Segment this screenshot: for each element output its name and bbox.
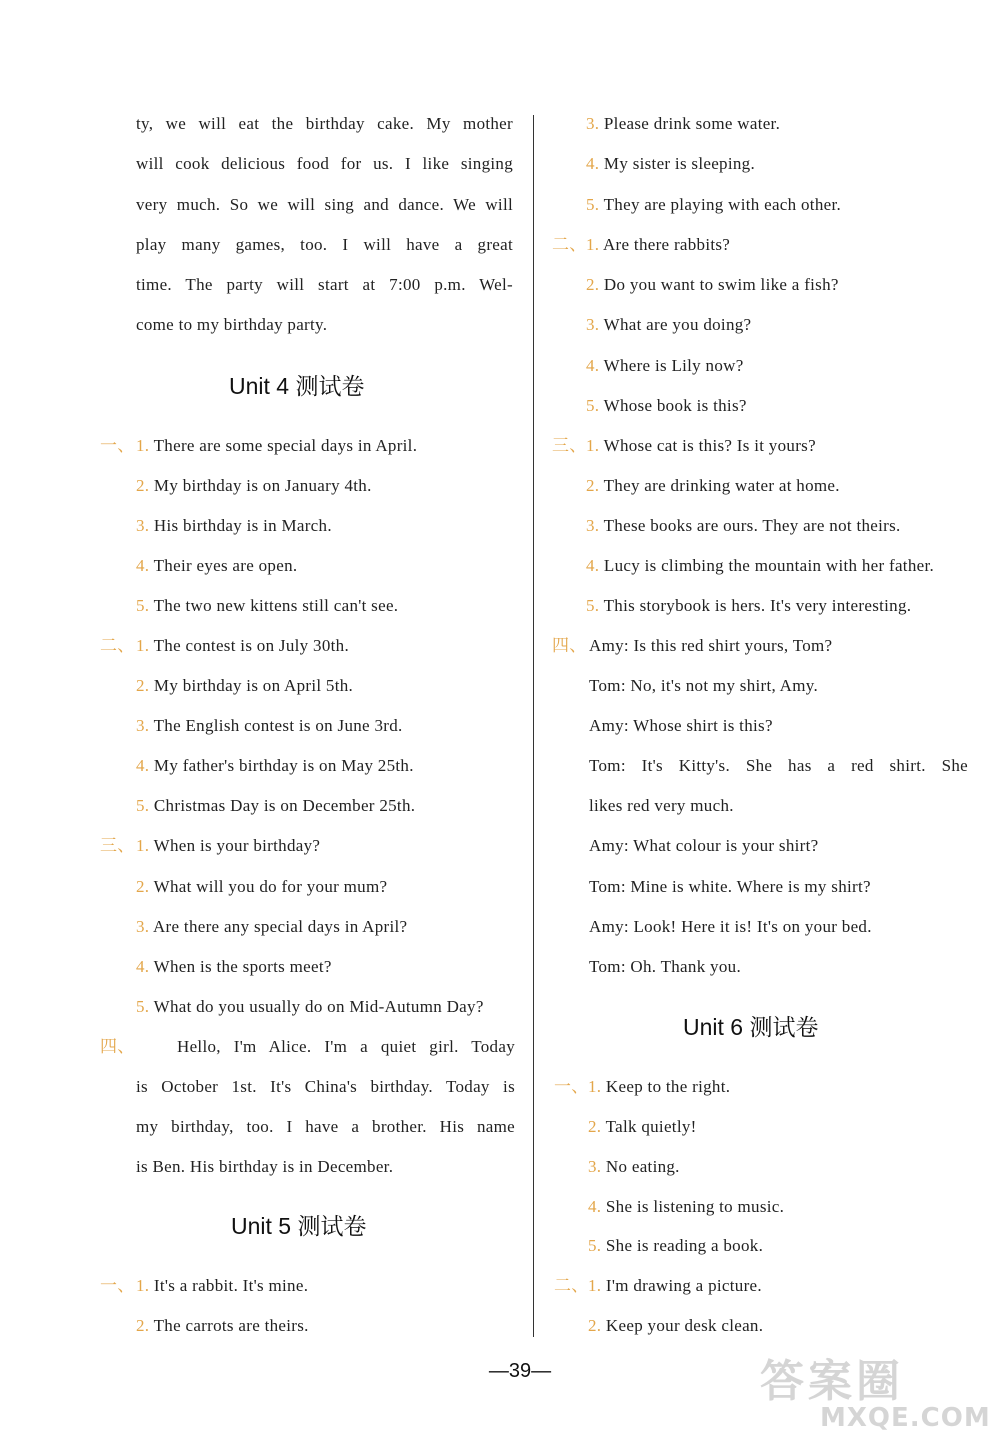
item-text: She is reading a book. (605, 1236, 764, 1255)
section-marker: 二、 (554, 1276, 589, 1295)
item-text: It's a rabbit. It's mine. (153, 1276, 309, 1295)
answer-item (136, 1315, 309, 1337)
item-number: 1. (136, 836, 150, 855)
paragraph-line: will cook delicious food for us. I like singing (136, 154, 513, 173)
answer-item (136, 555, 297, 577)
answer-item (586, 435, 816, 457)
item-text: Whose book is this? (603, 396, 747, 415)
item-number: 3. (136, 716, 150, 735)
answer-item (586, 194, 841, 216)
item-number: 5. (136, 997, 150, 1016)
answer-item (586, 475, 840, 497)
item-text: When is your birthday? (153, 836, 321, 855)
item-text: My birthday is on January 4th. (153, 476, 372, 495)
item-number: 4. (136, 556, 150, 575)
item-number: 1. (136, 636, 150, 655)
answer-item (136, 916, 407, 938)
section-marker: 四、 (100, 1037, 135, 1056)
item-number: 2. (586, 476, 600, 495)
item-number: 5. (586, 195, 600, 214)
item-number: 1. (586, 235, 600, 254)
answer-item (588, 1116, 697, 1138)
item-text: The two new kittens still can't see. (153, 596, 399, 615)
answer-item (588, 1235, 763, 1257)
item-text: What will you do for your mum? (153, 877, 388, 896)
answer-item (588, 1156, 680, 1178)
answer-item (586, 153, 755, 175)
answer-item (586, 555, 934, 577)
answer-item (136, 595, 398, 617)
item-text: Keep your desk clean. (605, 1316, 764, 1335)
dialogue-line: Tom: Oh. Thank you. (589, 957, 741, 976)
item-text: She is listening to music. (605, 1197, 785, 1216)
item-text: Christmas Day is on December 25th. (153, 796, 416, 815)
answer-item (136, 835, 320, 857)
item-number: 3. (586, 315, 600, 334)
item-number: 4. (136, 756, 150, 775)
item-number: 3. (136, 917, 150, 936)
item-text: What do you usually do on Mid-Autumn Day? (153, 997, 484, 1016)
item-number: 1. (588, 1077, 602, 1096)
answer-item (136, 956, 332, 978)
item-number: 1. (588, 1276, 602, 1295)
watermark-top: 答案圈 (760, 1356, 904, 1407)
answer-item (136, 475, 372, 497)
paragraph-line: ty, we will eat the birthday cake. My mother (136, 114, 513, 133)
item-number: 2. (586, 275, 600, 294)
answer-item (136, 675, 353, 697)
item-text: The contest is on July 30th. (153, 636, 349, 655)
paragraph-line: come to my birthday party. (136, 315, 328, 334)
answer-item (136, 715, 403, 737)
section-marker: 二、 (552, 235, 587, 254)
item-text: His birthday is in March. (153, 516, 332, 535)
item-text: Are there rabbits? (602, 235, 731, 254)
item-number: 5. (588, 1236, 602, 1255)
paragraph-line: my birthday, too. I have a brother. His name (136, 1117, 515, 1136)
item-text: When is the sports meet? (153, 957, 332, 976)
item-number: 4. (136, 957, 150, 976)
item-number: 2. (136, 877, 150, 896)
answer-item (136, 1275, 308, 1297)
item-number: 5. (586, 596, 600, 615)
item-number: 3. (586, 114, 600, 133)
item-number: 4. (586, 356, 600, 375)
dialogue-line: Amy: Look! Here it is! It's on your bed. (589, 917, 872, 936)
item-text: Keep to the right. (605, 1077, 731, 1096)
item-text: These books are ours. They are not theirs. (603, 516, 901, 535)
item-number: 4. (588, 1197, 602, 1216)
item-text: My sister is sleeping. (603, 154, 756, 173)
item-number: 5. (136, 796, 150, 815)
answer-item (136, 435, 417, 457)
item-text: Do you want to swim like a fish? (603, 275, 839, 294)
unit-5-heading: Unit 5 测试卷 (231, 1213, 367, 1239)
dialogue-line: Tom: No, it's not my shirt, Amy. (589, 676, 819, 695)
item-number: 4. (586, 556, 600, 575)
item-text: Are there any special days in April? (152, 917, 408, 936)
answer-item (136, 755, 414, 777)
item-text: The carrots are theirs. (153, 1316, 309, 1335)
item-text: No eating. (605, 1157, 680, 1176)
section-marker: 三、 (552, 436, 587, 455)
answer-item (136, 635, 349, 657)
item-text: Please drink some water. (603, 114, 781, 133)
unit-4-heading: Unit 4 测试卷 (229, 373, 365, 399)
answer-item (586, 515, 901, 537)
item-text: Lucy is climbing the mountain with her father. (603, 556, 935, 575)
item-number: 3. (588, 1157, 602, 1176)
paragraph-line: is October 1st. It's China's birthday. Today is (136, 1077, 515, 1096)
dialogue-line: Amy: Whose shirt is this? (589, 716, 773, 735)
answer-item (588, 1076, 730, 1098)
item-text: What are you doing? (603, 315, 752, 334)
item-number: 3. (136, 516, 150, 535)
answer-item (586, 234, 730, 256)
item-number: 2. (588, 1316, 602, 1335)
item-text: Where is Lily now? (603, 356, 744, 375)
watermark-logo (760, 1345, 995, 1435)
section-marker: 三、 (100, 836, 135, 855)
answer-item (136, 996, 484, 1018)
paragraph-line: very much. So we will sing and dance. We will (136, 195, 513, 214)
paragraph-line: play many games, too. I will have a great (136, 235, 513, 254)
dialogue-line: Tom: It's Kitty's. She has a red shirt. She (589, 756, 968, 775)
item-text: There are some special days in April. (153, 436, 418, 455)
section-marker: 二、 (100, 636, 135, 655)
item-number: 2. (136, 476, 150, 495)
answer-item (588, 1315, 763, 1337)
answer-item (588, 1196, 784, 1218)
item-text: Their eyes are open. (153, 556, 298, 575)
answer-item (136, 795, 415, 817)
watermark-bottom: MXQE.COM (820, 1403, 991, 1433)
item-text: They are drinking water at home. (603, 476, 840, 495)
answer-item (586, 113, 780, 135)
item-text: My father's birthday is on May 25th. (153, 756, 414, 775)
dialogue-line: Amy: What colour is your shirt? (589, 836, 819, 855)
answer-item (586, 395, 747, 417)
paragraph-line: Hello, I'm Alice. I'm a quiet girl. Today (177, 1037, 515, 1056)
answer-item (586, 274, 839, 296)
paragraph-line: time. The party will start at 7:00 p.m. Wel- (136, 275, 513, 294)
answer-item (136, 876, 387, 898)
dialogue-line: Amy: Is this red shirt yours, Tom? (589, 636, 833, 655)
item-number: 1. (136, 436, 150, 455)
item-number: 3. (586, 516, 600, 535)
item-text: I'm drawing a picture. (605, 1276, 762, 1295)
item-text: Whose cat is this? Is it yours? (603, 436, 816, 455)
item-text: This storybook is hers. It's very interesting. (603, 596, 912, 615)
section-marker: 一、 (554, 1077, 589, 1096)
dialogue-line: likes red very much. (589, 796, 734, 815)
answer-item (136, 515, 332, 537)
item-number: 2. (588, 1117, 602, 1136)
unit-6-heading: Unit 6 测试卷 (683, 1014, 819, 1040)
item-text: They are playing with each other. (603, 195, 842, 214)
item-number: 5. (136, 596, 150, 615)
item-text: My birthday is on April 5th. (153, 676, 354, 695)
answer-item (586, 355, 744, 377)
item-number: 1. (586, 436, 600, 455)
answer-item (588, 1275, 762, 1297)
answer-item (586, 314, 751, 336)
item-number: 4. (586, 154, 600, 173)
answer-item (586, 595, 911, 617)
page-number: —39— (488, 1360, 552, 1382)
item-text: Talk quietly! (605, 1117, 697, 1136)
item-number: 2. (136, 1316, 150, 1335)
section-marker: 一、 (100, 436, 135, 455)
item-text: The English contest is on June 3rd. (153, 716, 403, 735)
item-number: 5. (586, 396, 600, 415)
section-marker: 四、 (552, 636, 587, 655)
paragraph-line: is Ben. His birthday is in December. (136, 1157, 394, 1176)
item-number: 2. (136, 676, 150, 695)
item-number: 1. (136, 1276, 150, 1295)
dialogue-line: Tom: Mine is white. Where is my shirt? (589, 877, 871, 896)
column-divider (533, 115, 534, 1337)
section-marker: 一、 (100, 1276, 135, 1295)
